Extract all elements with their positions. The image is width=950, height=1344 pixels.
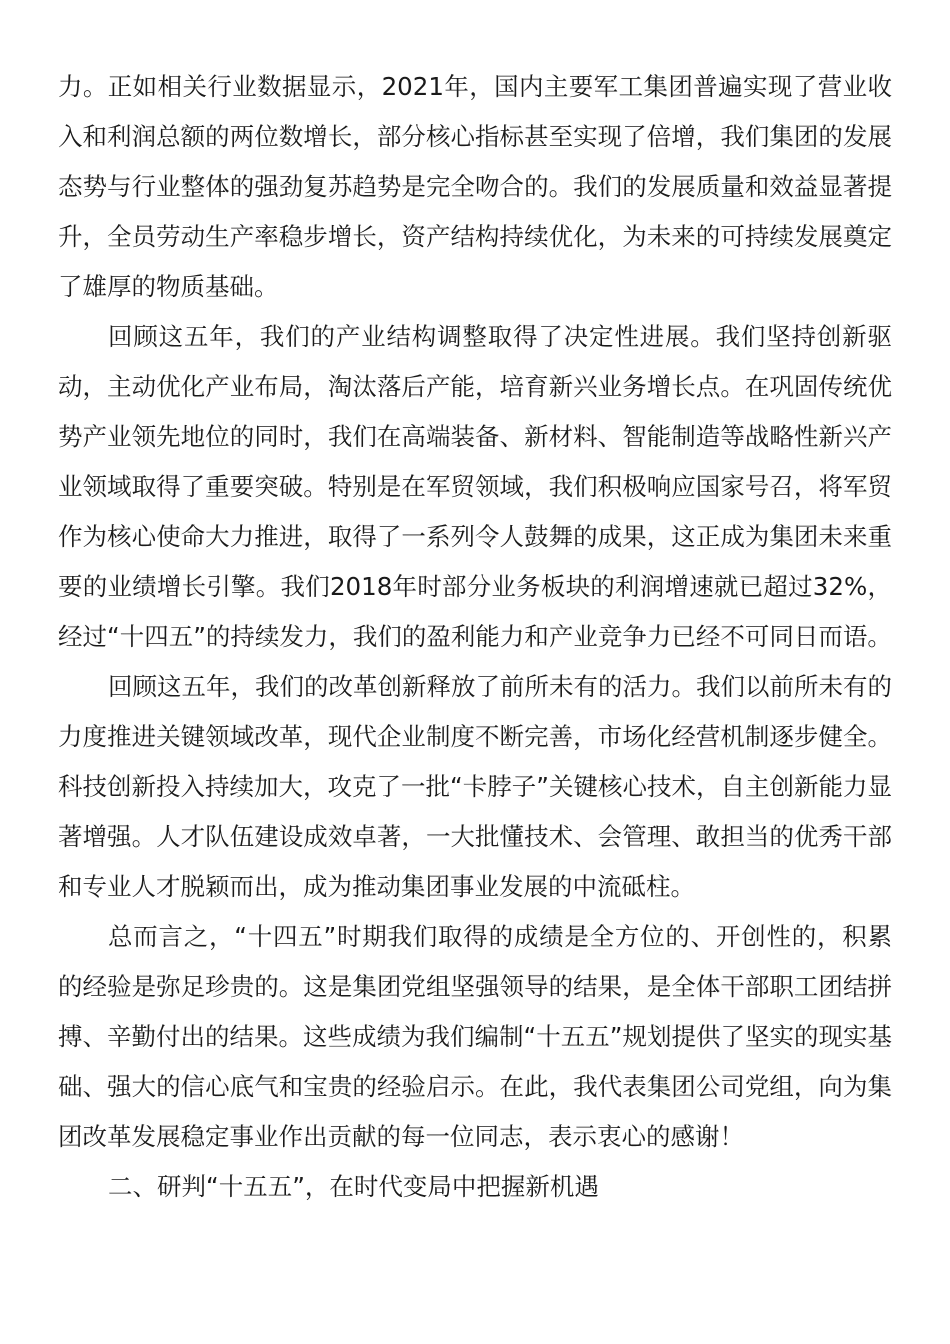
document-page (58, 62, 892, 1212)
paragraph-continued: 力。正如相关行业数据显示，2021年，国内主要军工集团普遍实现了营业收入和利润总额的两位数增长，部分核心指标甚至实现了倍增，我们集团的发展态势与行业整体的强劲复苏趋势是完全吻合的。我们的发展质量和效益显著提升，全员劳动生产率稳步增长，资产结构持续优化，为未来的可持续发展奠定了雄厚的物质基础。 (58, 72, 892, 301)
section-heading: 二、研判“十五五”，在时代变局中把握新机遇 (108, 1172, 599, 1201)
paragraph-industrial-structure: 回顾这五年，我们的产业结构调整取得了决定性进展。我们坚持创新驱动，主动优化产业布局，淘汰落后产能，培育新兴业务增长点。在巩固传统优势产业领先地位的同时，我们在高端装备、新材料、智能制造等战略性新兴产业领域取得了重要突破。特别是在军贸领域，我们积极响应国家号召，将军贸作为核心使命大力推进，取得了一系列令人鼓舞的成果，这正成为集团未来重要的业绩增长引擎。我们2018年时部分业务板块的利润增速就已超过32%，经过“十四五”的持续发力，我们的盈利能力和产业竞争力已经不可同日而语。 (58, 322, 892, 651)
paragraph-summary: 总而言之，“十四五”时期我们取得的成绩是全方位的、开创性的，积累的经验是弥足珍贵的。这是集团党组坚强领导的结果，是全体干部职工团结拼搏、辛勤付出的结果。这些成绩为我们编制“十五五”规划提供了坚实的现实基础、强大的信心底气和宝贵的经验启示。在此，我代表集团公司党组，向为集团改革发展稳定事业作出贡献的每一位同志，表示衷心的感谢！ (58, 922, 892, 1151)
paragraph-reform-innovation: 回顾这五年，我们的改革创新释放了前所未有的活力。我们以前所未有的力度推进关键领域改革，现代企业制度不断完善，市场化经营机制逐步健全。科技创新投入持续加大，攻克了一批“卡脖子”关键核心技术，自主创新能力显著增强。人才队伍建设成效卓著，一大批懂技术、会管理、敢担当的优秀干部和专业人才脱颖而出，成为推动集团事业发展的中流砥柱。 (58, 672, 892, 901)
